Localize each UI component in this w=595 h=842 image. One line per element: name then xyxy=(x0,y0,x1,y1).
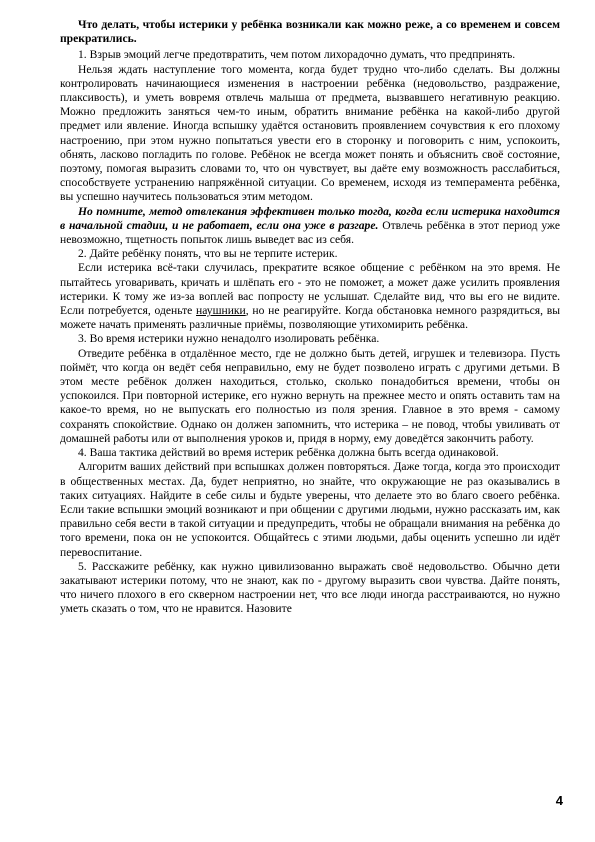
document-title: Что делать, чтобы истерики у ребёнка возникали как можно реже, а со временем и совсем прекратились. xyxy=(60,18,560,46)
document-body xyxy=(60,18,560,617)
paragraph-algorithm: Алгоритм ваших действий при вспышках должен повторяться. Даже тогда, когда это происходит в общественных местах. Да, будет неприятно, но знайте, что окружающие не раз оказывались в таких ситуациях. Найдите в себе силы и будьте уверены, что делаете это во благо своего ребёнка. Если такие вспышки эмоций возникают и при общении с другими людьми, нужно рассказать им, как правильно себя вести в такой ситуации и предупредить, чтобы не обращали внимания на ребёнка до того времени, пока он не успокоится. Общайтесь с этими людьми, дабы оценить успешно ли идёт перевоспитание. xyxy=(60,460,560,559)
paragraph-distraction: Нельзя ждать наступление того момента, когда будет трудно что-либо сделать. Вы должны контролировать начинающиеся изменения в настроении ребёнка (недовольство, раздражение, плаксивость), и уметь вовремя отвлечь малыша от предмета, вызвавшего негативную реакцию. Можно предложить заняться чем-то иным, обратить внимание ребёнка на какой-либо другой предмет или явление. Иногда вспышку удаётся остановить проявлением сочувствия к его плохому настроению, при этом нужно попытаться увести его в сторонку и поговорить с ним, успокоить, обнять, ласково погладить по голове. Ребёнок не всегда может понять и объяснить своё состояние, поэтому, помогая выразить словами то, что он чувствует, вы даёте ему возможность расслабиться, способствуете устранению напряжённой ситуации. Со временем, исходя из темперамента ребёнка, вы успешно научитесь пользоваться этим методом. xyxy=(60,62,560,204)
headphones-link[interactable]: наушники xyxy=(196,304,246,318)
paragraph-tip-2: 2. Дайте ребёнку понять, что вы не терпите истерик. xyxy=(78,247,338,261)
paragraph-isolation: Отведите ребёнка в отдалённое место, где не должно быть детей, игрушек и телевизора. Пусть поймёт, что когда он ведёт себя неправильно, ему не будет позволено играть с другими детьми. В этом месте ребёнок должен находиться, столько, сколько понадобиться времени, чтобы он успокоился. При повторной истерике, его нужно вернуть на прежнее место и опять оставить там на какое-то время, но не выпускать его полностью из поля зрения. Главное в это время - самому сохранять спокойствие. Однако он должен запомнить, что истерика – не повод, чтобы увиливать от домашней работы или от выполнения уроков и, придя в норму, ему доведётся закончить работу. xyxy=(60,346,560,445)
paragraph-tip-1: 1. Взрыв эмоций легче предотвратить, чем потом лихорадочно думать, что предпринять. xyxy=(78,48,516,62)
ignore-text-a: Если истерика всё-таки случилась, прекратите всякое общение с ребёнком на это время. Не пытайтесь уговаривать, кричать и шлёпать его - это не поможет, а может даже усилить проявления истерики. К тому же из-за воплей вас попросту не услышат. Сделайте вид, что вы его не видите. Если потребуется, оденьте xyxy=(60,261,560,318)
warning-continuation: Отвлечь ребёнка в этот период уже невозможно, тщетность попыток лишь выведет вас из себя. xyxy=(60,218,560,247)
emphasis-warning: Но помните, метод отвлекания эффективен только тогда, когда если истерика находится в начальной стадии, и не работает, если она уже в разгаре. xyxy=(60,204,560,232)
paragraph-tip-5: 5. Расскажите ребёнку, как нужно цивилизованно выражать своё недовольство. Обычно дети закатывают истерики потому, что не знают, как по - другому выразить свои чувства. Дайте понять, что ничего плохого в его скверном настроении нет, что все люди иногда расстраиваются, но нужно уметь сказать о том, что не нравится. Назовите xyxy=(60,559,560,616)
paragraph-ignore xyxy=(60,261,560,332)
ignore-text-b: , но не реагируйте. Когда обстановка немного разрядиться, вы можете начать применять различные приёмы, позволяющие утихомирить ребёнка. xyxy=(60,304,560,332)
page-number: 4 xyxy=(555,793,563,808)
paragraph-warning xyxy=(60,205,560,248)
paragraph-tip-4: 4. Ваша тактика действий во время истерик ребёнка должна быть всегда одинаковой. xyxy=(78,446,499,460)
paragraph-tip-3: 3. Во время истерики нужно ненадолго изолировать ребёнка. xyxy=(78,332,380,346)
